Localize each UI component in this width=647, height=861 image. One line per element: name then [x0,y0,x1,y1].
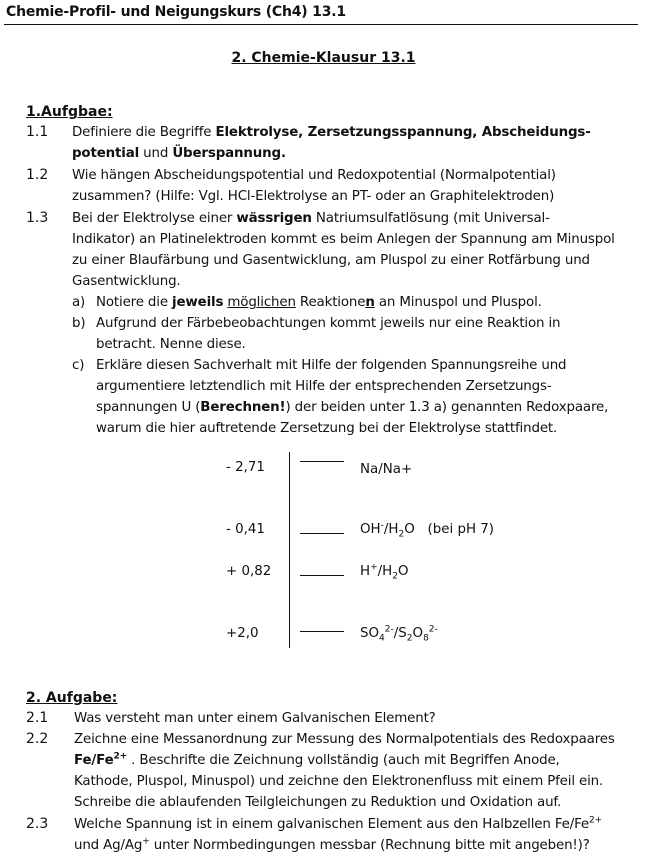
q1-3b-line2: betracht. Nenne diese. [96,337,246,352]
q2-3-number: 2.3 [26,816,49,832]
q1-3a-line [96,295,542,310]
q2-2-line2 [74,753,560,768]
q1-3c-line4: warum die hier auftretende Zersetzung bei der Elektrolyse stattfindet. [96,421,558,436]
q1-1-terms: Elektrolyse, Zersetzungsspannung, Abscheidungs- [215,125,591,140]
q1-3-line3: zu einer Blaufärbung und Gasentwicklung, am Pluspol zu einer Rotfärbung und [72,253,590,268]
q1-3c-berechnen: Berechnen! [200,400,286,415]
oh-charge: - [380,520,384,531]
q1-3c-line1: Erkläre diesen Sachverhalt mit Hilfe der folgenden Spannungsreihe und [96,358,567,373]
o-text: O [404,522,415,537]
h2o-h: /H [377,564,393,579]
so4-index: 4 [379,633,385,644]
series-potential-1: - 2,71 [226,460,265,475]
header-rule [4,24,638,25]
series-tick-2 [300,533,344,534]
series-potential-2: - 0,41 [226,522,265,537]
exam-title [0,50,647,66]
q2-3-text-a: Welche Spannung ist in einem galvanischen Element aus den Halbzellen Fe/Fe [74,817,590,832]
q1-3-waessrigen: wässrigen [236,211,312,226]
q1-3-number: 1.3 [26,210,49,226]
h-ion-charge: + [370,562,378,573]
h2o-o: O [397,564,409,579]
series-potential-4: +2,0 [226,626,259,641]
so4-charge: 2- [384,624,394,635]
series-potential-3: + 0,82 [226,564,272,579]
q2-3-ag-charge: + [142,836,150,847]
fe-pair: Fe/Fe [74,753,114,768]
series-axis [289,452,290,648]
q2-1-line1: Was versteht man unter einem Galvanischen Element? [74,711,436,726]
s2-index: 2 [406,633,413,644]
q1-1-term-ueberspannung: Überspannung. [172,146,286,161]
h2-index: 2 [398,529,405,540]
q2-2-line4: Schreibe die ablaufenden Teilgleichungen zu Reduktion und Oxidation auf. [74,795,562,810]
q1-1-text: Definiere die Begriffe [72,125,216,140]
q1-3c-t1: spannungen U ( [96,400,201,415]
q2-2-text: . Beschrifte die Zeichnung vollständig (auch mit Begriffen Anode, [127,753,560,768]
h-ion-text: H [360,564,371,579]
so-text: SO [360,626,380,641]
q1-3c-line3 [96,400,608,415]
q2-2-line1: Zeichne eine Messanordnung zur Messung des Normalpotentials des Redoxpaares [74,732,615,747]
q1-3c-label: c) [72,358,85,373]
q1-1-number: 1.1 [26,124,49,140]
q2-3-fe-charge: 2+ [589,815,602,826]
series-tick-3 [300,575,344,576]
section1-heading: 1.Aufgbae: [26,104,113,120]
exam-title-text: 2. Chemie-Klausur 13.1 [231,50,416,66]
q2-1-number: 2.1 [26,710,49,726]
series-pair-2 [360,520,495,540]
q1-2-number: 1.2 [26,167,49,183]
oh-text: OH [360,522,381,537]
ph-note: (bei pH 7) [427,522,495,537]
q1-3c-t3: ) der beiden unter 1.3 a) genannten Redoxpaare, [285,400,609,415]
h-text: /H [383,522,399,537]
section2-heading: 2. Aufgabe: [26,690,118,706]
q1-3a-t7: an Minuspol und Pluspol. [374,295,542,310]
q2-3-line2 [74,838,590,853]
q1-1-term-potential: potential [72,146,140,161]
o8-index: 8 [423,633,429,644]
o8-text: O [412,626,424,641]
q2-3-ag-pair: und Ag/Ag [74,838,143,853]
q1-3-line4: Gasentwicklung. [72,274,181,289]
series-pair-4 [360,624,438,644]
q1-3a-moeglichen: möglichen [227,295,296,310]
q1-3-text-c: Natriumsulfatlösung (mit Universal- [311,211,550,226]
q1-3a-reaktione: Reaktione [295,295,366,310]
q1-3b-label: b) [72,316,86,331]
q1-2-line2: zusammen? (Hilfe: Vgl. HCl-Elektrolyse an PT- oder an Graphitelektroden) [72,189,555,204]
series-tick-4 [300,631,344,632]
q1-1-and: und [139,146,173,161]
q1-3a-label: a) [72,295,86,310]
q2-2-number: 2.2 [26,731,49,747]
q1-3a-t1: Notiere die [96,295,173,310]
q1-3a-n: n [365,295,375,310]
q1-3a-jeweils: jeweils [172,295,224,310]
q1-1-line1 [72,125,591,140]
q1-1-line2 [72,146,286,161]
q1-3-text-a: Bei der Elektrolyse einer [72,211,237,226]
q1-3c-line2: argumentiere letztendlich mit Hilfe der entsprechenden Zersetzungs- [96,379,552,394]
q1-3-line2: Indikator) an Platinelektroden kommt es beim Anlegen der Spannung am Minuspol [72,232,615,247]
series-pair-1: Na/Na+ [360,462,413,477]
q2-3-text-b: unter Normbedingungen messbar (Rechnung bitte mit angeben!)? [149,838,590,853]
series-tick-1 [300,461,344,462]
q1-3-line1 [72,211,550,226]
s2o8-charge: 2- [428,624,438,635]
h2o-index: 2 [392,571,398,582]
q1-3b-line1: Aufgrund der Färbebeobachtungen kommt jeweils nur eine Reaktion in [96,316,561,331]
s-text: /S [393,626,407,641]
q2-3-line1 [74,817,602,832]
q1-2-line1: Wie hängen Abscheidungspotential und Redoxpotential (Normalpotential) [72,168,556,183]
series-pair-3 [360,562,409,582]
q2-2-line3: Kathode, Pluspol, Minuspol) und zeichne den Elektronenfluss mit einem Pfeil ein. [74,774,604,789]
course-header: Chemie-Profil- und Neigungskurs (Ch4) 13.1 [6,4,346,20]
fe-charge: 2+ [113,751,128,762]
